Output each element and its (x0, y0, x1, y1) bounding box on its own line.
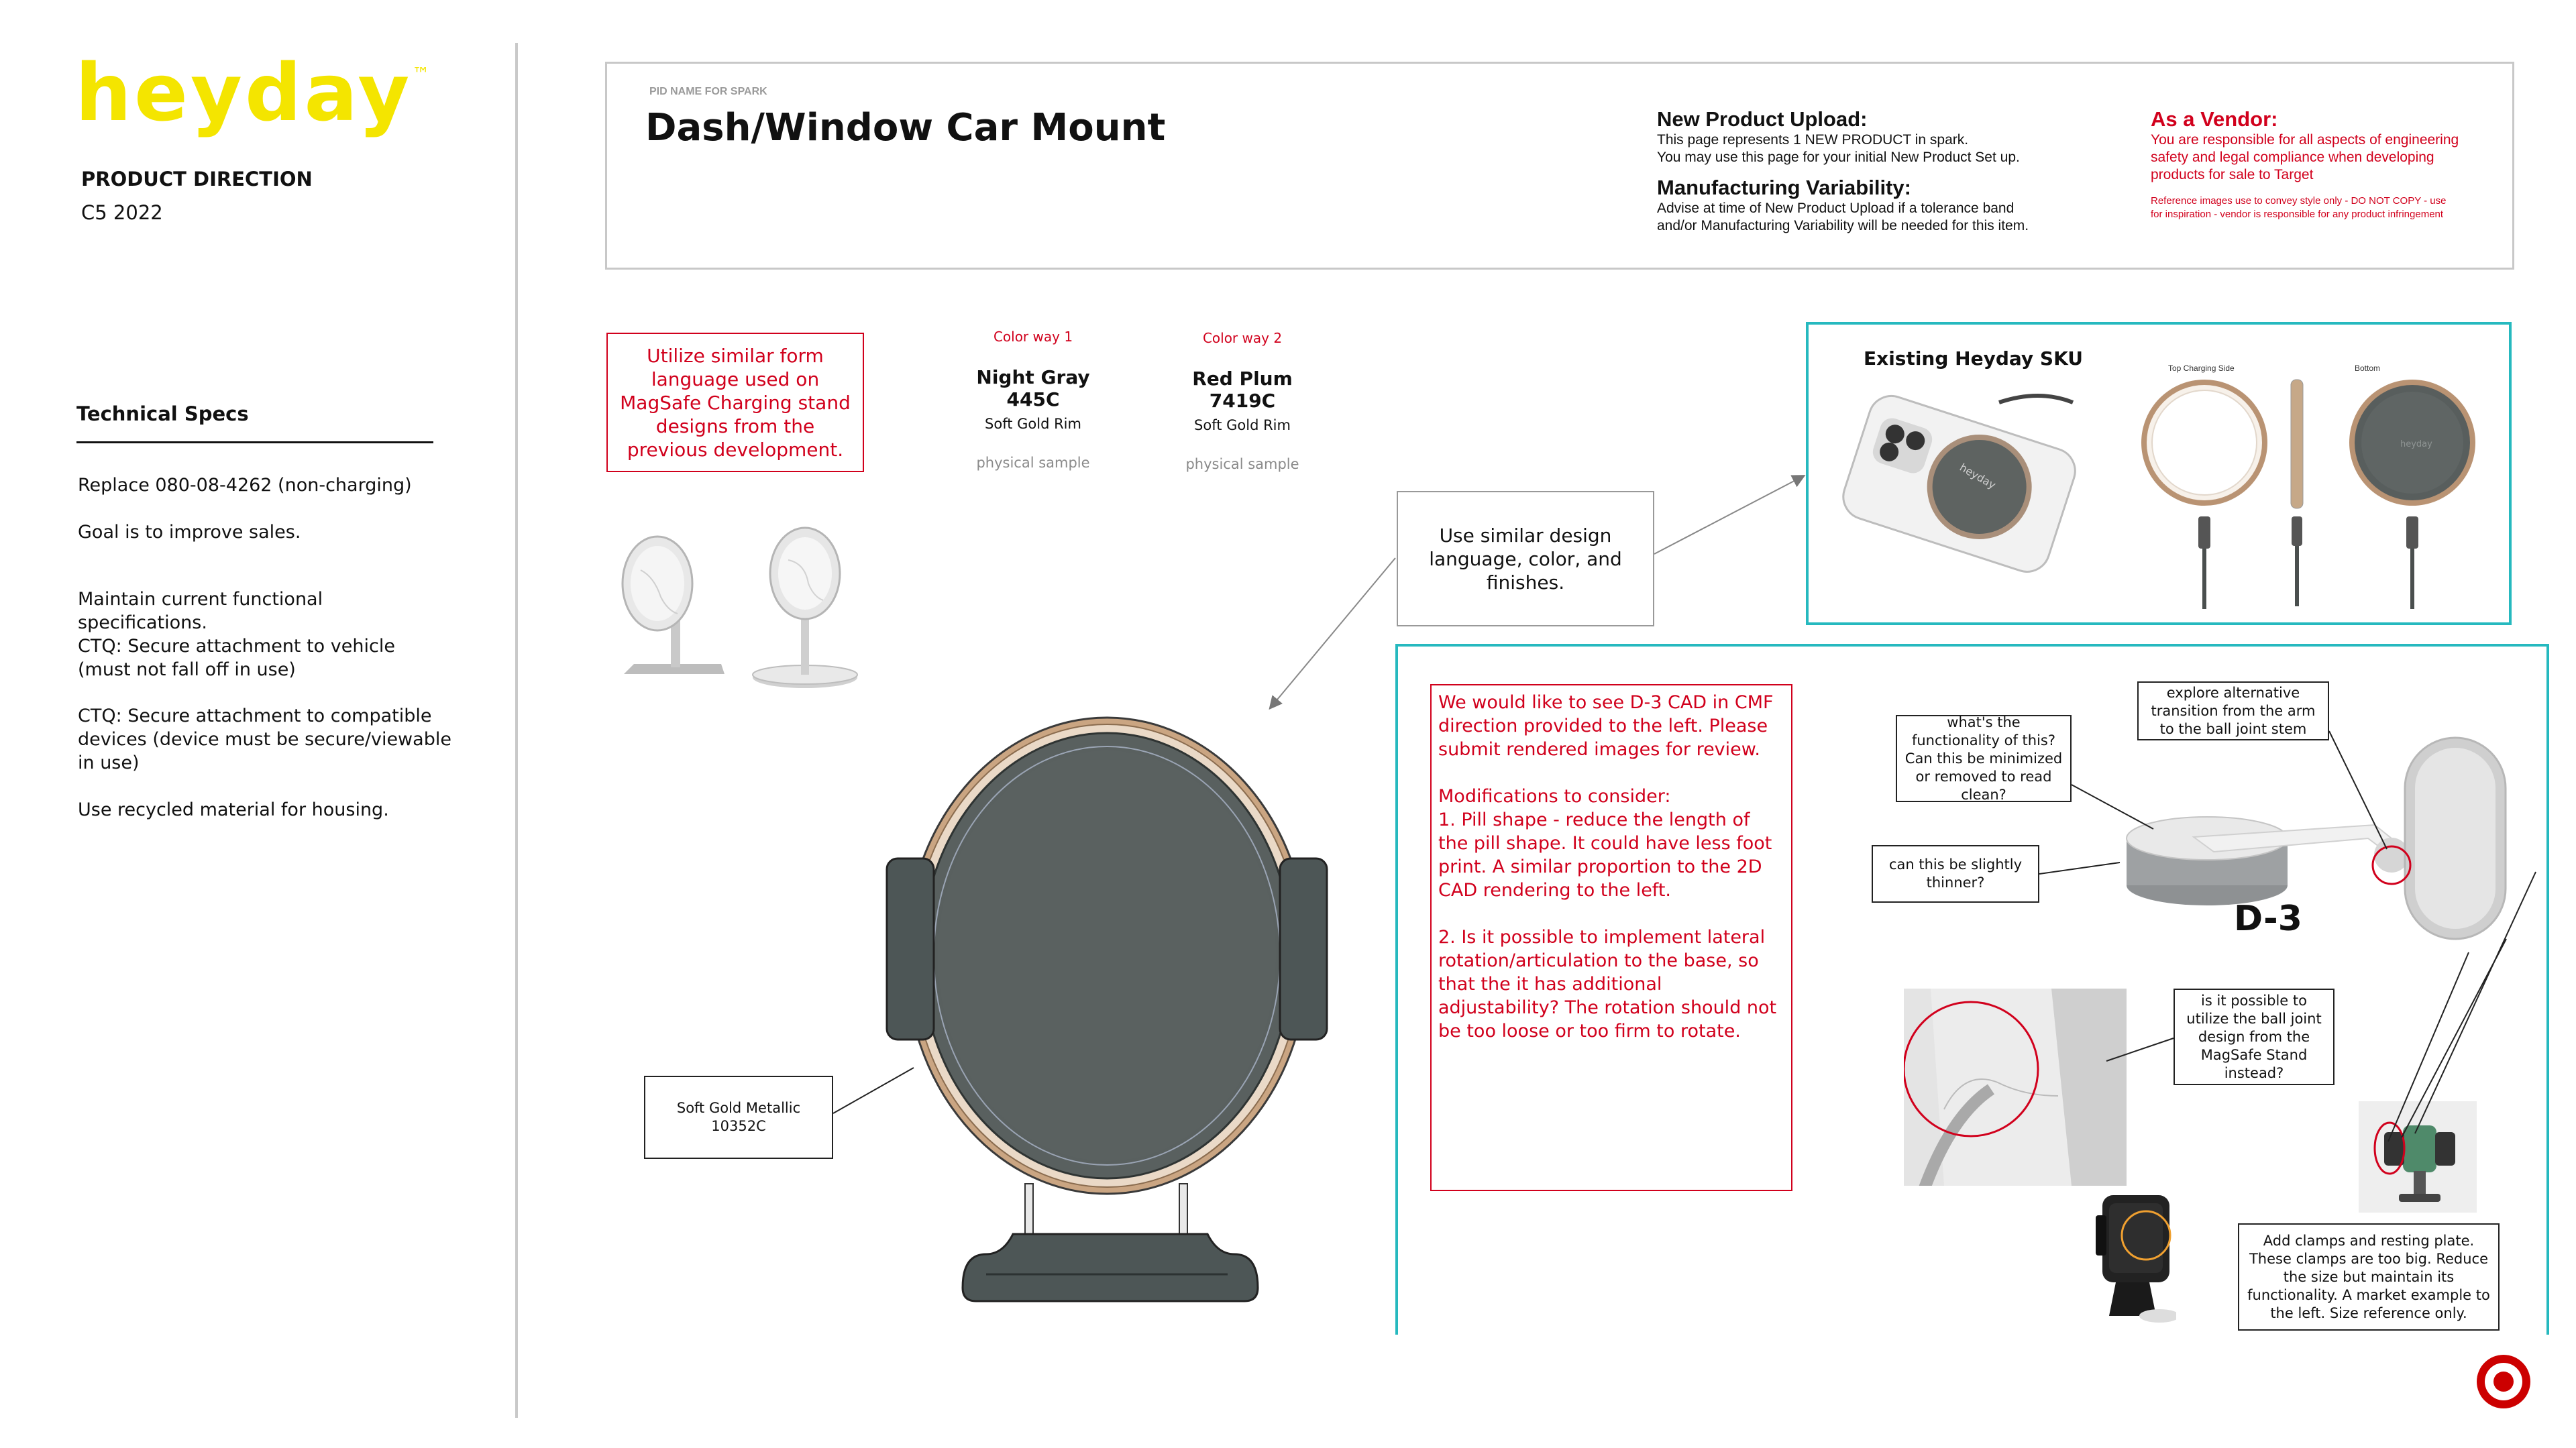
pid-label: PID NAME FOR SPARK (649, 86, 767, 97)
callout-clamps (2238, 1223, 2500, 1331)
colorway-name: Night Gray 445C (976, 366, 1090, 410)
market-clamp-image (2089, 1188, 2176, 1323)
cad-mod-2: 2. Is it possible to implement lateral rotation/articulation to the base, so that the it has additional adjustability? The rotation should not be too loose or too firm to rotate. (1438, 927, 1777, 1042)
spec-item: Replace 080-08-4262 (non-charging) (78, 475, 412, 496)
callout-functionality (1896, 715, 2072, 802)
puck-brand-bottom: heyday (2400, 439, 2432, 449)
colorway-rim: Soft Gold Rim (985, 416, 1081, 432)
d3-label: D-3 (2234, 899, 2302, 939)
cad-request-intro: We would like to see D-3 CAD in CMF direction provided to the left. Please submit rendered images for review. (1438, 692, 1774, 760)
magsafe-stand-images (604, 523, 885, 698)
colorway-sample: physical sample (1185, 456, 1299, 472)
specs-divider (76, 441, 433, 443)
new-product-upload (1657, 107, 2086, 235)
callout-text: explore alternative transition from the arm to the ball joint stem (2151, 684, 2316, 737)
colorway-label: Color way 2 (1202, 330, 1283, 346)
cad-request-text (1438, 691, 1784, 1043)
variability-line: and/or Manufacturing Variability will be needed for this item. (1657, 218, 2029, 233)
existing-sku-images (1825, 376, 2496, 617)
vendor-line: You are responsible for all aspects of engineering (2151, 132, 2459, 148)
target-bullseye-icon (2475, 1353, 2532, 1410)
colorway-1 (953, 329, 1114, 471)
colorway-sample: physical sample (976, 455, 1090, 471)
colorway-2 (1162, 330, 1323, 472)
green-clamp-illustration (2359, 1101, 2477, 1213)
upload-heading: New Product Upload: (1657, 107, 1868, 131)
label-top-side: Top Charging Side (2168, 364, 2235, 373)
green-clamp-image (2359, 1101, 2477, 1213)
spec-item: Use recycled material for housing. (78, 799, 389, 820)
existing-sku-illustration (1825, 376, 2496, 617)
product-direction-label: PRODUCT DIRECTION (81, 168, 313, 190)
finish-label-box (644, 1076, 833, 1159)
spec-item: CTQ: Secure attachment to vehicle (must not fall off in use) (78, 636, 395, 680)
vendor-line: safety and legal compliance when developing (2151, 150, 2434, 165)
ball-joint-detail-image (1904, 989, 2127, 1186)
vendor-notice (2151, 107, 2500, 221)
design-language-text: Use similar design language, color, and finishes. (1429, 524, 1622, 594)
vendor-reference: Reference images use to convey style only - DO NOT COPY - use (2151, 195, 2447, 207)
upload-line: You may use this page for your initial New Product Set up. (1657, 150, 2020, 165)
label-bottom: Bottom (2355, 364, 2381, 373)
market-clamp-illustration (2089, 1188, 2176, 1323)
colorway-label: Color way 1 (993, 329, 1073, 345)
spec-item: Goal is to improve sales. (78, 522, 301, 543)
callout-text: what's the functionality of this? Can this be minimized or removed to read clean? (1904, 714, 2063, 803)
magsafe-stands-illustration (604, 523, 885, 698)
sidebar-divider (515, 43, 518, 1418)
car-mount-illustration (885, 698, 1342, 1315)
variability-line: Advise at time of New Product Upload if a tolerance band (1657, 201, 2015, 216)
d3-render-illustration (2093, 724, 2516, 966)
colorway-name: Red Plum 7419C (1192, 368, 1293, 412)
ball-joint-detail-illustration (1904, 989, 2127, 1186)
heyday-logo (75, 46, 430, 139)
callout-text: Add clamps and resting plate. These clamps are too big. Reduce the size but maintain its functionality. A market example to the left. Size reference only. (2247, 1232, 2490, 1321)
cad-request-box (1430, 684, 1792, 1191)
logo-text: heyday (75, 46, 413, 139)
d3-render (2093, 724, 2516, 966)
callout-thinner (1872, 845, 2039, 903)
car-mount-front-view (885, 698, 1342, 1315)
puck-brand: heyday (1957, 461, 1998, 492)
vendor-reference: for inspiration - vendor is responsible for any product infringement (2151, 209, 2444, 220)
callout-text: can this be slightly thinner? (1888, 856, 2023, 891)
logo-trademark: ™ (412, 64, 430, 85)
technical-specs-heading: Technical Specs (76, 402, 249, 425)
design-language-note (1397, 491, 1654, 626)
upload-line: This page represents 1 NEW PRODUCT in spark. (1657, 132, 1969, 148)
callout-text: is it possible to utilize the ball joint design from the MagSafe Stand instead? (2186, 992, 2322, 1081)
colorway-rim: Soft Gold Rim (1194, 417, 1291, 433)
vendor-line: products for sale to Target (2151, 167, 2314, 182)
spec-item: Maintain current functional specifications. (78, 589, 323, 633)
season-label: C5 2022 (81, 201, 163, 224)
variability-heading: Manufacturing Variability: (1657, 176, 1911, 199)
callout-ball-joint (2174, 989, 2334, 1085)
cad-mods-heading: Modifications to consider: (1438, 786, 1671, 807)
target-logo (2475, 1353, 2532, 1410)
existing-sku-title: Existing Heyday SKU (1864, 347, 2084, 370)
form-language-text: Utilize similar form language used on MagSafe Charging stand designs from the previous development. (620, 344, 851, 461)
page-title: Dash/Window Car Mount (645, 106, 1166, 150)
finish-label: Soft Gold Metallic 10352C (676, 1100, 801, 1134)
cad-mod-1: 1. Pill shape - reduce the length of the pill shape. It could have less foot print. A similar proportion to the 2D CAD rendering to the left. (1438, 810, 1772, 901)
spec-item: CTQ: Secure attachment to compatible devices (device must be secure/viewable in use) (78, 706, 451, 773)
vendor-heading: As a Vendor: (2151, 107, 2278, 131)
form-language-note (606, 333, 864, 472)
callout-arm-transition (2137, 681, 2329, 740)
